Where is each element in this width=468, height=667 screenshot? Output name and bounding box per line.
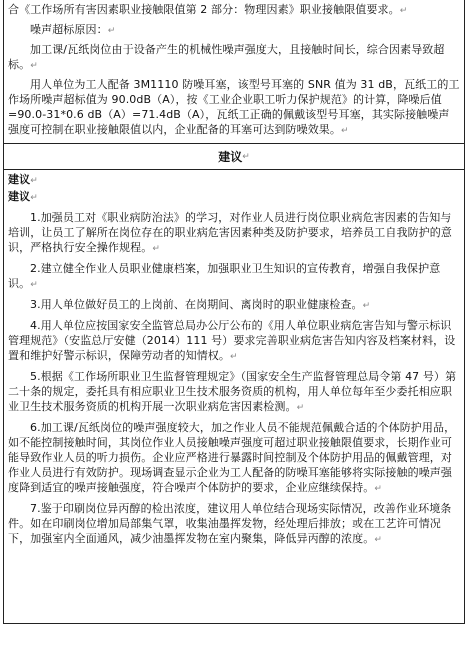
noise-cause-heading: 噪声超标原因：↵ <box>30 23 116 36</box>
paragraph-mark-icon: ↵ <box>296 403 305 413</box>
recommendation-item: 4.用人单位应按国家安全监管总局办公厅公布的《用人单位职业病危害告知与警示标识管理规范》（安监总厅安健（2014）111 号）要求完善职业病危害告知内容及档案材料，设置和维护好警示标识，保障劳动者的知情权。↵ <box>8 319 456 362</box>
paragraph-mark-icon: ↵ <box>242 151 250 162</box>
section-title-cell <box>3 144 465 170</box>
earplug-paragraph: 用人单位为工人配备 3M1110 防噪耳塞，该型号耳塞的 SNR 值为 31 dB，瓦纸工的工作场所噪声超标值为 90.0dB（A），按《工业企业职工听力保护规范》的计算，降噪后值=90.0-31*0.6 dB（A）=71.4dB（A），瓦纸工正确的佩戴该型号耳塞，其实际接触噪声强度可控制在职业接触限值以内，企业配备的耳塞可达到防噪效果。↵ <box>8 78 460 136</box>
paragraph-mark-icon: ↵ <box>30 280 38 290</box>
paragraph-mark-icon: ↵ <box>341 126 349 136</box>
recommendation-item: 5.根据《工作场所职业卫生监督管理规定》（国家安全生产监督管理总局令第 47 号）第二十条的规定，委托具有相应职业卫生技术服务资质的机构，用人单位每年至少委托相应职业卫生技术服务资质的机构开展一次职业病危害因素检测。↵ <box>8 370 457 413</box>
document-page <box>3 0 465 624</box>
paragraph-mark-icon: ↵ <box>30 61 38 71</box>
paragraph-mark-icon: ↵ <box>152 244 160 254</box>
paragraph-mark-icon: ↵ <box>374 484 382 494</box>
paragraph-mark-icon: ↵ <box>230 352 238 362</box>
limit-requirement-line: 合《工作场所有害因素职业接触限值第 2 部分：物理因素》职业接触限值要求。↵ <box>8 3 408 16</box>
paragraph-mark-icon: ↵ <box>30 176 38 186</box>
paragraph-mark-icon: ↵ <box>374 535 382 545</box>
recommendation-label: 建议↵ <box>8 173 38 186</box>
recommendation-item: 7.鉴于印刷岗位异丙醇的检出浓度，建议用人单位结合现场实际情况，改善作业环境条件。如在印刷岗位增加局部集气罩，收集油墨挥发物，经处理后排放；或在工艺许可情况下，加强室内全面通风，减少油墨挥发物在室内聚集，降低异丙醇的浓度。↵ <box>8 502 452 545</box>
paragraph-mark-icon: ↵ <box>399 6 408 16</box>
noise-analysis-cell <box>3 0 465 144</box>
noise-cause-paragraph: 加工课/瓦纸岗位由于设备产生的机械性噪声强度大，且接触时间长，综合因素导致超标。↵ <box>8 43 445 71</box>
recommendation-item: 2.建立健全作业人员职业健康档案，加强职业卫生知识的宣传教育，增强自我保护意识。↵ <box>8 262 441 290</box>
recommendations-cell <box>3 170 465 624</box>
section-title: 建议 <box>218 150 243 164</box>
recommendation-item: 6.加工课/瓦纸岗位的噪声强度较大，加之作业人员不能规范佩戴合适的个体防护用品，如不能控制接触时间，其岗位作业人员接触噪声强度可超过职业接触限值要求，长期作业可能导致作业人员的听力损伤。企业应严格进行暴露时间控制及个体防护用品的佩戴管理，对作业人员进行有效防护。现场调查显示企业为工人配备的防噪耳塞能够将实际接触的噪声强度降到适宜的噪声接触强度，符合噪声个体防护的要求，企业应继续保持。↵ <box>8 421 456 494</box>
paragraph-mark-icon: ↵ <box>362 301 371 311</box>
recommendation-label: 建议↵ <box>8 190 38 203</box>
paragraph-mark-icon: ↵ <box>107 26 116 36</box>
recommendation-item: 1.加强员工对《职业病防治法》的学习，对作业人员进行岗位职业病危害因素的告知与培训，让员工了解所在岗位存在的职业病危害因素种类及防护要求，培养员工自我防护的意识，严格执行安全操作规程。↵ <box>8 211 452 254</box>
recommendation-item: 3.用人单位做好员工的上岗前、在岗期间、离岗时的职业健康检查。↵ <box>30 298 371 311</box>
paragraph-mark-icon: ↵ <box>30 193 38 203</box>
